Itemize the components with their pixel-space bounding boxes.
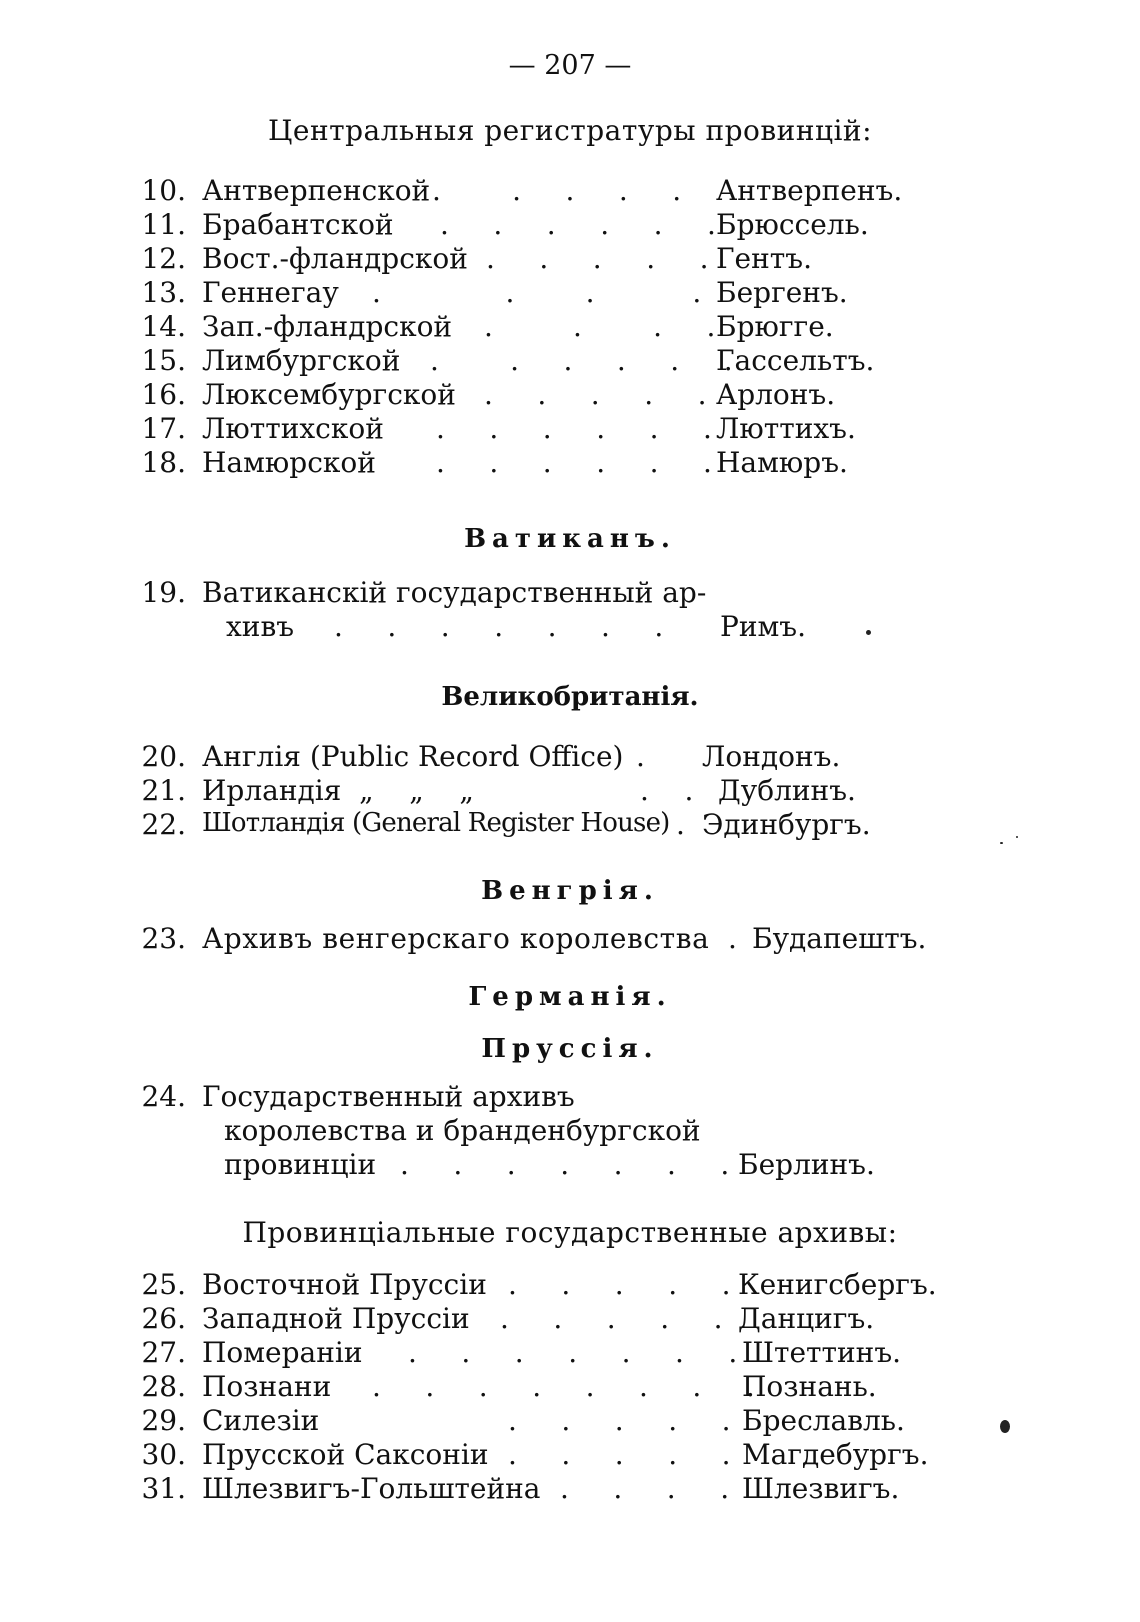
leader-dots: . — [728, 922, 737, 955]
entry-city: Кенигсбергъ. — [738, 1268, 937, 1301]
entry-number: 25. — [141, 1268, 186, 1301]
entry-city: Бреславль. — [742, 1404, 905, 1437]
entry-name: Восточной Пруссіи — [202, 1268, 487, 1301]
entry-number: 16. — [141, 378, 186, 411]
entry-city: Магдебургъ. — [742, 1438, 929, 1471]
entry-number: 14. — [141, 310, 186, 343]
entry-name: Помераніи — [202, 1336, 363, 1369]
leader-dots: . . . . . . — [436, 412, 712, 445]
entry-city: Гассельтъ. — [716, 344, 875, 377]
leader-dots: . . . . . — [432, 174, 682, 207]
entry-number: 19. — [141, 576, 186, 609]
entry-city: Гентъ. — [716, 242, 812, 275]
leader-dots: . . . . . . . — [408, 1336, 738, 1369]
entry-name: Намюрской — [202, 446, 376, 479]
entry-number: 24. — [141, 1080, 186, 1113]
entry-city: Люттихъ. — [716, 412, 856, 445]
entry-city: Эдинбургъ. — [702, 808, 871, 841]
scan-speck — [1000, 842, 1003, 844]
leader-dots: . . . . — [372, 276, 702, 309]
entry-name: Ирландія „ „ „ — [202, 774, 474, 807]
entry-number: 18. — [141, 446, 186, 479]
leader-dots: . . . . . — [500, 1302, 723, 1335]
prussia-provinces-heading: Провинціальные государственные архивы: — [242, 1216, 898, 1249]
entry-name: Познани — [202, 1370, 332, 1403]
entry-name: Англія (Public Record Office) — [202, 740, 624, 773]
entry-city: Будапештъ. — [752, 922, 927, 955]
entry-city: Штеттинъ. — [742, 1336, 902, 1369]
leader-dots: . . . . . . . . — [372, 1370, 755, 1403]
entry-city: Берлинъ. — [738, 1148, 875, 1181]
entry-name: Геннегау — [202, 276, 339, 309]
leader-dots: . — [676, 808, 685, 841]
entry-city: Шлезвигъ. — [742, 1472, 900, 1505]
entry-city: Данцигъ. — [738, 1302, 875, 1335]
entry-city: Арлонъ. — [716, 378, 836, 411]
entry-name-continued: провинціи — [224, 1148, 377, 1181]
leader-dots: . . — [640, 774, 694, 807]
entry-city: Намюръ. — [716, 446, 848, 479]
entry-city: Римъ. — [720, 610, 806, 643]
scan-speck — [1000, 1420, 1010, 1433]
scan-speck — [1016, 836, 1018, 838]
leader-dots: . . . . . . . — [334, 610, 664, 643]
entry-number: 15. — [141, 344, 186, 377]
leader-dots: . . . . . — [508, 1268, 731, 1301]
entry-name: Люксембургской — [202, 378, 456, 411]
entry-city: Лондонъ. — [702, 740, 841, 773]
leader-dots: . — [636, 740, 645, 773]
entry-city: Дублинъ. — [718, 774, 856, 807]
entry-name: Брабантской — [202, 208, 394, 241]
entry-name: Вост.-фландрской — [202, 242, 468, 275]
entry-number: 11. — [141, 208, 186, 241]
entry-number: 26. — [141, 1302, 186, 1335]
entry-number: 28. — [141, 1370, 186, 1403]
page-number: — 207 — — [508, 50, 632, 81]
leader-dots: . . . . — [560, 1472, 730, 1505]
entry-number: 29. — [141, 1404, 186, 1437]
entry-name: Прусской Саксоніи — [202, 1438, 489, 1471]
entry-city: Антверпенъ. — [716, 174, 903, 207]
entry-name: Шлезвигъ-Гольштейна — [202, 1472, 541, 1505]
leader-dots: . . . . . — [486, 242, 709, 275]
entry-number: 13. — [141, 276, 186, 309]
leader-dots: . . . . . . . — [400, 1148, 730, 1181]
entry-number: 10. — [141, 174, 186, 207]
section-title-vatican: Ватиканъ. — [464, 524, 676, 554]
entry-number: 27. — [141, 1336, 186, 1369]
section-title-prussia: Пруссія. — [481, 1034, 659, 1064]
entry-number: 31. — [141, 1472, 186, 1505]
section-title-hungary: Венгрія. — [481, 876, 659, 906]
entry-number: 20. — [141, 740, 186, 773]
leader-dots: . . . . . — [508, 1438, 731, 1471]
entry-number: 12. — [141, 242, 186, 275]
entry-number: 21. — [141, 774, 186, 807]
entry-number: 30. — [141, 1438, 186, 1471]
entry-name: Лимбургской — [202, 344, 401, 377]
entry-number: 22. — [141, 808, 186, 841]
entry-city: Брюссель. — [716, 208, 869, 241]
section-title-great-britain: Великобританія. — [441, 682, 699, 712]
leader-dots: . . . . . . — [440, 208, 716, 241]
leader-dots: . . . . . . — [430, 344, 733, 377]
entry-name-continued: хивъ — [226, 610, 295, 643]
entry-name: Государственный архивъ — [202, 1080, 575, 1113]
section-title-germany: Германія. — [468, 982, 672, 1012]
leader-dots: . . . . . — [484, 378, 707, 411]
entry-name-continued: королевства и бранденбургской — [224, 1114, 701, 1147]
entry-name: Люттихской — [202, 412, 384, 445]
entry-name: Западной Пруссіи — [202, 1302, 470, 1335]
leader-dots: . . . . . . — [436, 446, 712, 479]
entry-number: 23. — [141, 922, 186, 955]
scan-speck — [866, 630, 871, 635]
entry-number: 17. — [141, 412, 186, 445]
belgium-provinces-heading: Центральныя регистратуры провинцій: — [267, 114, 873, 147]
leader-dots: . . . . — [484, 310, 716, 343]
leader-dots: . . . . . — [508, 1404, 731, 1437]
entry-name: Зап.-фландрской — [202, 310, 453, 343]
entry-city: Бергенъ. — [716, 276, 848, 309]
entry-name: Архивъ венгерскаго королевства — [202, 922, 710, 955]
entry-name: Антверпенской — [202, 174, 431, 207]
entry-name: Силезіи — [202, 1404, 320, 1437]
entry-city: Брюгге. — [716, 310, 834, 343]
entry-name: Шотландія (General Register House) — [202, 808, 670, 838]
entry-city: Познань. — [742, 1370, 877, 1403]
entry-name: Ватиканскій государственный ар- — [202, 576, 707, 609]
